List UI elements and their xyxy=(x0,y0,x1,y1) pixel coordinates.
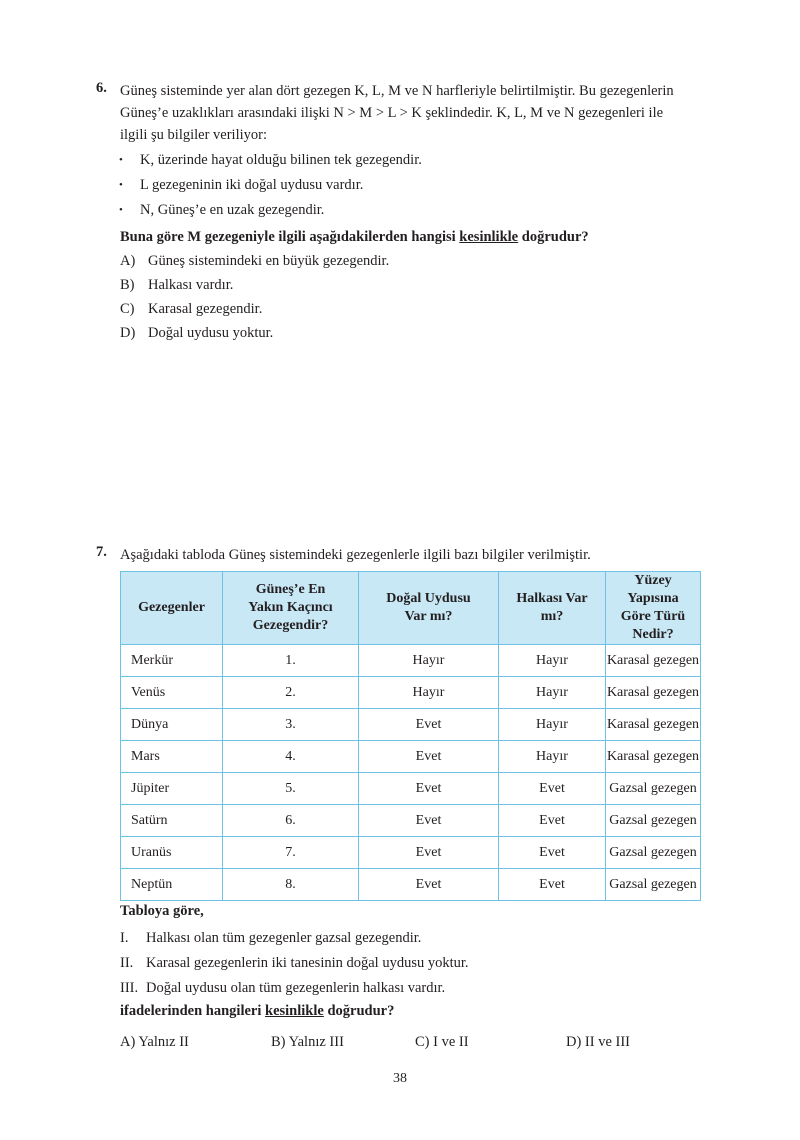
table-cell: Uranüs xyxy=(121,837,223,869)
table-cell: 3. xyxy=(223,709,359,741)
table-cell: 7. xyxy=(223,837,359,869)
table-cell: Gazsal gezegen xyxy=(606,773,701,805)
table-cell: Evet xyxy=(359,773,499,805)
statement-1: I. Halkası olan tüm gezegenler gazsal gezegendir. xyxy=(120,930,422,946)
statement-3: III. Doğal uydusu olan tüm gezegenlerin halkası vardır. xyxy=(120,980,446,996)
question-stem: Buna göre M gezegeniyle ilgili aşağıdakilerden hangisi kesinlikle doğrudur? xyxy=(120,229,589,245)
table-row xyxy=(121,741,701,773)
table-cell: Evet xyxy=(499,773,606,805)
table-cell: Evet xyxy=(499,869,606,901)
table-row xyxy=(121,869,701,901)
table-cell: Mars xyxy=(121,741,223,773)
table-cell: 4. xyxy=(223,741,359,773)
table-cell: Evet xyxy=(359,709,499,741)
table-row xyxy=(121,805,701,837)
table-row xyxy=(121,709,701,741)
table-cell: Evet xyxy=(499,805,606,837)
option-c[interactable]: C) I ve II xyxy=(415,1034,469,1050)
table-cell: Hayır xyxy=(499,677,606,709)
table-cell: Hayır xyxy=(499,645,606,677)
table-cell: Hayır xyxy=(359,645,499,677)
option-c[interactable]: C) Karasal gezegendir. xyxy=(120,301,263,317)
info-list xyxy=(98,148,720,223)
table-cell: 2. xyxy=(223,677,359,709)
list-item xyxy=(98,148,720,173)
table-header-row xyxy=(121,572,701,645)
table-cell: Karasal gezegen xyxy=(606,645,701,677)
header-moon: Doğal Uydusu Var mı? xyxy=(359,572,499,645)
table-cell: Satürn xyxy=(121,805,223,837)
table-cell: Evet xyxy=(359,837,499,869)
table-cell: 8. xyxy=(223,869,359,901)
header-type: Yüzey Yapısına Göre Türü Nedir? xyxy=(606,572,701,645)
question-stem: ifadelerinden hangileri kesinlikle doğrudur? xyxy=(120,1003,395,1019)
emphasis-word: kesinlikle xyxy=(265,1003,324,1019)
intro-line-1: Güneş sisteminde yer alan dört gezegen K, L, M ve N harfleriyle belirtilmiştir. Bu gezegenlerin xyxy=(120,83,674,99)
table-cell: Hayır xyxy=(499,741,606,773)
table-cell: Venüs xyxy=(121,677,223,709)
table-cell: Evet xyxy=(359,869,499,901)
bullet-icon: • xyxy=(119,204,123,216)
header-ring: Halkası Var mı? xyxy=(499,572,606,645)
table-cell: 6. xyxy=(223,805,359,837)
table-cell: Gazsal gezegen xyxy=(606,869,701,901)
bullet-text: N, Güneş’e en uzak gezegendir. xyxy=(140,202,325,218)
table-cell: Karasal gezegen xyxy=(606,741,701,773)
table-cell: Gazsal gezegen xyxy=(606,805,701,837)
table-row xyxy=(121,677,701,709)
option-b[interactable]: B) Halkası vardır. xyxy=(120,277,234,293)
table-cell: Hayır xyxy=(499,709,606,741)
statement-2: II. Karasal gezegenlerin iki tanesinin doğal uydusu yoktur. xyxy=(120,955,469,971)
table-cell: Dünya xyxy=(121,709,223,741)
option-a[interactable]: A) Yalnız II xyxy=(120,1034,189,1050)
emphasis-word: kesinlikle xyxy=(459,229,519,245)
table-cell: 1. xyxy=(223,645,359,677)
question-6 xyxy=(98,80,720,345)
bullet-text: K, üzerinde hayat olduğu bilinen tek gezegendir. xyxy=(140,152,422,168)
table-row xyxy=(121,645,701,677)
table-cell: Karasal gezegen xyxy=(606,677,701,709)
table-cell: Karasal gezegen xyxy=(606,709,701,741)
question-intro: Aşağıdaki tabloda Güneş sistemindeki gezegenlerle ilgili bazı bilgiler verilmiştir. xyxy=(120,547,591,563)
table-row xyxy=(121,773,701,805)
bullet-text: L gezegeninin iki doğal uydusu vardır. xyxy=(140,177,364,193)
table-cell: Merkür xyxy=(121,645,223,677)
option-d[interactable]: D) Doğal uydusu yoktur. xyxy=(120,325,274,341)
question-number: 7. xyxy=(96,544,107,560)
table-cell: Evet xyxy=(359,741,499,773)
page-number: 38 xyxy=(393,1071,407,1086)
table-cell: Jüpiter xyxy=(121,773,223,805)
table-row xyxy=(121,837,701,869)
intro-line-3: ilgili şu bilgiler veriliyor: xyxy=(120,127,267,143)
option-d[interactable]: D) II ve III xyxy=(566,1034,631,1050)
list-item xyxy=(98,173,720,198)
header-order: Güneş’e En Yakın Kaçıncı Gezegendir? xyxy=(223,572,359,645)
bullet-icon: • xyxy=(119,179,123,191)
table-cell: Hayır xyxy=(359,677,499,709)
table-cell: Evet xyxy=(359,805,499,837)
table-cell: Evet xyxy=(499,837,606,869)
list-item xyxy=(98,198,720,223)
planets-table xyxy=(120,571,701,901)
answer-options xyxy=(120,1031,720,1053)
table-cell: 5. xyxy=(223,773,359,805)
intro-line-2: Güneş’e uzaklıkları arasındaki ilişki N > M > L > K şeklindedir. K, L, M ve N gezegenleri ile xyxy=(120,105,664,121)
option-b[interactable]: B) Yalnız III xyxy=(271,1034,344,1050)
header-planets: Gezegenler xyxy=(121,572,223,645)
table-caption: Tabloya göre, xyxy=(120,903,204,919)
question-intro xyxy=(98,80,720,146)
option-a[interactable]: A) Güneş sistemindeki en büyük gezegendir. xyxy=(120,253,390,269)
table-cell: Gazsal gezegen xyxy=(606,837,701,869)
table-cell: Neptün xyxy=(121,869,223,901)
question-7-intro xyxy=(98,544,720,566)
question-7-body xyxy=(98,899,720,1053)
bullet-icon: • xyxy=(119,154,123,166)
question-number: 6. xyxy=(96,80,107,96)
